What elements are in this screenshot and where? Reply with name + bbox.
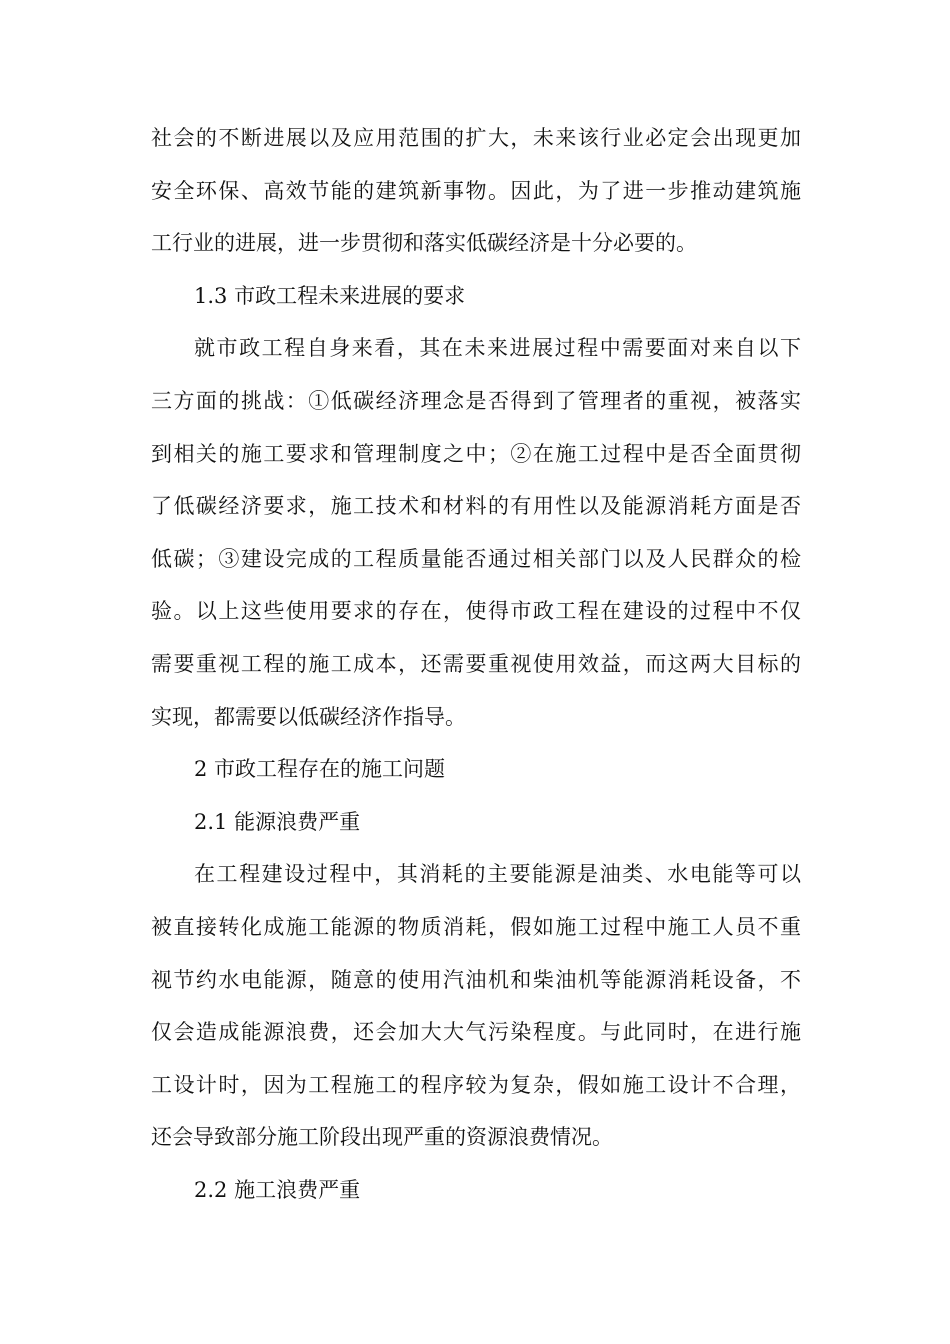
text-line: 视节约水电能源，随意的使用汽油机和柴油机等能源消耗设备，不 xyxy=(151,967,801,992)
text-line: 工设计时，因为工程施工的程序较为复杂，假如施工设计不合理， xyxy=(151,1072,801,1097)
text-line: 社会的不断进展以及应用范围的扩大，未来该行业必定会出现更加 xyxy=(151,126,801,150)
text-line: 被直接转化成施工能源的物质消耗，假如施工过程中施工人员不重 xyxy=(151,914,801,939)
text-line: 实现，都需要以低碳经济作指导。 xyxy=(151,704,466,729)
text-line: 需要重视工程的施工成本，还需要重视使用效益，而这两大目标的 xyxy=(151,651,801,676)
text-line: 就市政工程自身来看，其在未来进展过程中需要面对来自以下 xyxy=(194,336,801,361)
text-line: 2.2 施工浪费严重 xyxy=(194,1177,361,1202)
text-line: 了低碳经济要求，施工技术和材料的有用性以及能源消耗方面是否 xyxy=(151,494,801,519)
text-line: 到相关的施工要求和管理制度之中；②在施工过程中是否全面贯彻 xyxy=(151,441,801,466)
text-line: 1.3 市政工程未来进展的要求 xyxy=(194,283,466,308)
text-line: 工行业的进展，进一步贯彻和落实低碳经济是十分必要的。 xyxy=(151,231,697,256)
text-line: 验。以上这些使用要求的存在，使得市政工程在建设的过程中不仅 xyxy=(151,599,801,624)
text-line: 低碳；③建设完成的工程质量能否通过相关部门以及人民群众的检 xyxy=(151,546,801,571)
text-line: 2 市政工程存在的施工问题 xyxy=(194,757,446,782)
text-lines xyxy=(151,112,801,1216)
text-line: 三方面的挑战：①低碳经济理念是否得到了管理者的重视，被落实 xyxy=(151,388,801,413)
text-line: 还会导致部分施工阶段出现严重的资源浪费情况。 xyxy=(151,1125,613,1150)
text-line: 在工程建设过程中，其消耗的主要能源是油类、水电能等可以 xyxy=(194,862,801,887)
text-line: 2.1 能源浪费严重 xyxy=(194,809,361,834)
text-line: 安全环保、高效节能的建筑新事物。因此，为了进一步推动建筑施 xyxy=(151,178,801,203)
text-line: 仅会造成能源浪费，还会加大大气污染程度。与此同时，在进行施 xyxy=(151,1020,801,1045)
document-body xyxy=(151,112,801,1216)
